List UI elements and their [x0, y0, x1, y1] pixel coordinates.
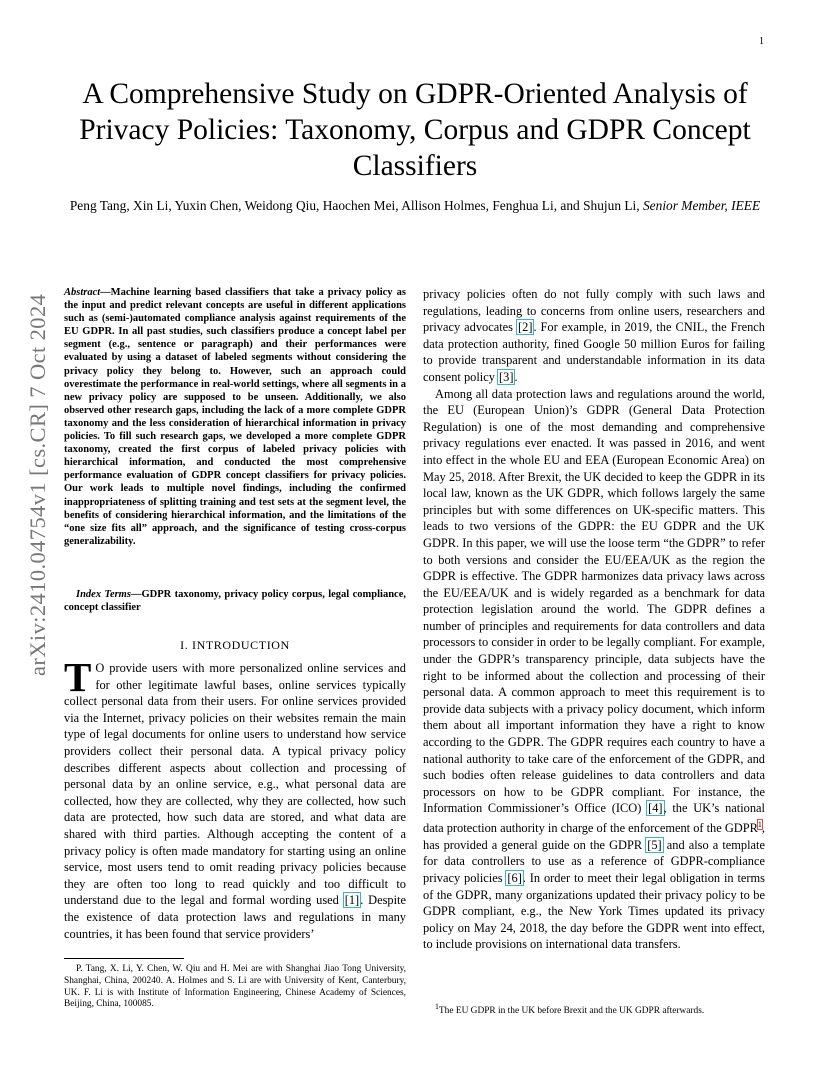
text-run: Among all data protection laws and regulations around the world, the EU (European Union)’s GDPR (General Data Protection Regulation) is one of the most demanding and comprehensive privacy regulations ever enacted. It was passed in 2016, and went into effect in the whole EU and EEA (European Economic Area) on May 25, 2018. After Brexit, the UK decided to keep the GDPR in its local law, known as the UK GDPR, which follows largely the same principles but with some differences on UK-specific matters. This leads to two versions of the GDPR: the EU GDPR and the UK GDPR. In this paper, we will use the loose term “the GDPR” to refer to both versions and consider the EU/EEA/UK as the region the GDPR is effective. The GDPR harmonizes data privacy laws across the EU/EEA/UK and is widely regarded as a benchmark for data protection legislation around the world. The GDPR defines a number of principles and requirements for data controllers and data processors to consider in order to be legally compliant. For example, under the GDPR’s transparency principle, data subjects have the right to be informed about the collection and processing of their personal data. A common approach to meet this requirement is to provide data subjects with a privacy policy document, which inform them about all important information they have a right to know according to the GDPR. The GDPR requires each country to have a national authority to take care of the enforcement of the GDPR, and such bodies often release guidelines to data controllers and data processors on how to be GDPR compliant. For instance, the Information Commissioner’s Office (ICO)	[423, 386, 765, 816]
right-paragraph-1	[423, 286, 765, 386]
paper-title: A Comprehensive Study on GDPR-Oriented Analysis of Privacy Policies: Taxonomy, Corpus and GDPR Concept Classifiers	[79, 78, 751, 182]
abstract-label: Abstract	[64, 287, 101, 298]
page-number: 1	[759, 36, 764, 47]
author-membership: Senior Member, IEEE	[642, 198, 761, 213]
text-run: , has provided a general guide on the GDPR	[423, 821, 766, 852]
author-list	[60, 197, 770, 214]
citation-link[interactable]: [4]	[648, 801, 663, 816]
citation-link[interactable]: [1]	[344, 893, 360, 908]
abstract	[64, 286, 406, 548]
section-heading: I. INTRODUCTION	[180, 638, 290, 652]
citation-link[interactable]: [6]	[507, 870, 522, 885]
text-run: privacy policies often do not fully comply with such laws and regulations, leading to concerns from online users, researchers and privacy advocates	[423, 287, 765, 335]
author-names: Peng Tang, Xin Li, Yuxin Chen, Weidong Qiu, Haochen Mei, Allison Holmes, Fenghua Li, and Shujun Li,	[69, 198, 640, 213]
footnote-ref[interactable]: 1	[757, 820, 762, 829]
text-run: . For example, in 2019, the CNIL, the French data protection authority, fined Google 50 million Euros for failing to provide transparent and understandable information in its data consent policy	[423, 320, 765, 384]
citation-link[interactable]: [3]	[499, 369, 514, 384]
affiliation-footnote: P. Tang, X. Li, Y. Chen, W. Qiu and H. Mei are with Shanghai Jiao Tong University, Shanghai, China, 200240. A. Holmes and S. Li are with University of Kent, Canterbury, UK. F. Li is with Institute of Information Engineering, Chinese Academy of Sciences, Beijing, China, 100085.	[64, 964, 406, 1010]
index-terms-text: —GDPR taxonomy, privacy policy corpus, legal compliance, concept classifier	[64, 589, 406, 614]
index-terms-label: Index Terms	[76, 589, 131, 600]
intro-paragraph	[64, 654, 406, 942]
citation-link[interactable]: [2]	[518, 320, 533, 335]
footnote-1-text: The EU GDPR in the UK before Brexit and the UK GDPR afterwards.	[438, 1006, 705, 1017]
footnote-mark: 1	[435, 1002, 439, 1011]
intro-text: O provide users with more personalized online services and for other legitimate lawful bases, online services typically collect personal data from their users. For online services provided via the Internet, privacy policies on their websites remain the main type of legal documents for online users to understand how service providers collect their personal data. A typical privacy policy describes different aspects about collection and processing of personal data by an online service, e.g., what personal data are collected, how they are collected, why they are collected, how such data are protected, how such data are stored, and what data are shared with third parties. Although accepting the content of a privacy policy is often made mandatory for starting using an online service, most users tend to omit reading privacy policies because they are often too long to read quickly and too difficult to understand due to the legal and formal wording used	[64, 661, 406, 908]
text-run: .	[514, 369, 518, 384]
text-run: . In order to meet their legal obligation in terms of the GDPR, many organizations updated their privacy policy to be GDPR compliant, e.g., the New York Times updated its privacy policy on May 24, 2018, the day before the GDPR went into effect, to include provisions on international data transfers.	[423, 870, 765, 952]
arxiv-watermark	[24, 293, 50, 676]
index-terms	[64, 588, 406, 614]
intro-column	[64, 654, 406, 942]
drop-cap: T	[64, 654, 92, 700]
citation-link[interactable]: [5]	[647, 837, 662, 852]
footnote-1	[423, 1001, 765, 1018]
intro-text-end: . Despite the existence of data protection laws and regulations in many countries, it has been found that service providers’	[64, 893, 406, 941]
right-paragraph-2	[423, 386, 765, 953]
footnote-rule	[64, 958, 184, 959]
text-run: , the UK’s national data protection authority in charge of the enforcement of the GDPR	[423, 801, 765, 836]
arxiv-id-text: arXiv:2410.04754v1 [cs.CR] 7 Oct 2024	[25, 293, 50, 676]
text-run: and also a template for data controllers to use as a reference of GDPR-compliance privacy policies	[423, 837, 765, 885]
abstract-text: —Machine learning based classifiers that take a privacy policy as the input and predict relevant concepts are useful in different applications such as (semi-)automated compliance analysis against requirements of the EU GDPR. In all past studies, such classifiers produce a concept label per segment (e.g., sentence or paragraph) and their performances were evaluated by using a dataset of labeled segments without considering the privacy policy they belong to. However, such an approach could overestimate the performance in real-world settings, where all segments in a new privacy policy are supposed to be unseen. Additionally, we also observed other research gaps, including the lack of a more complete GDPR taxonomy and the less consideration of hierarchical information in privacy policies. To fill such research gaps, we developed a more complete GDPR taxonomy, created the first corpus of labeled privacy policies with hierarchical information, and conducted the most comprehensive performance evaluation of GDPR concept classifiers for privacy policies. Our work leads to multiple novel findings, including the confirmed inappropriateness of splitting training and test sets at the segment level, the benefits of considering hierarchical information, and the limitations of the “one size fits all” approach, and the significance of testing cross-corpus generalizability.	[64, 287, 406, 547]
right-column	[423, 286, 765, 953]
